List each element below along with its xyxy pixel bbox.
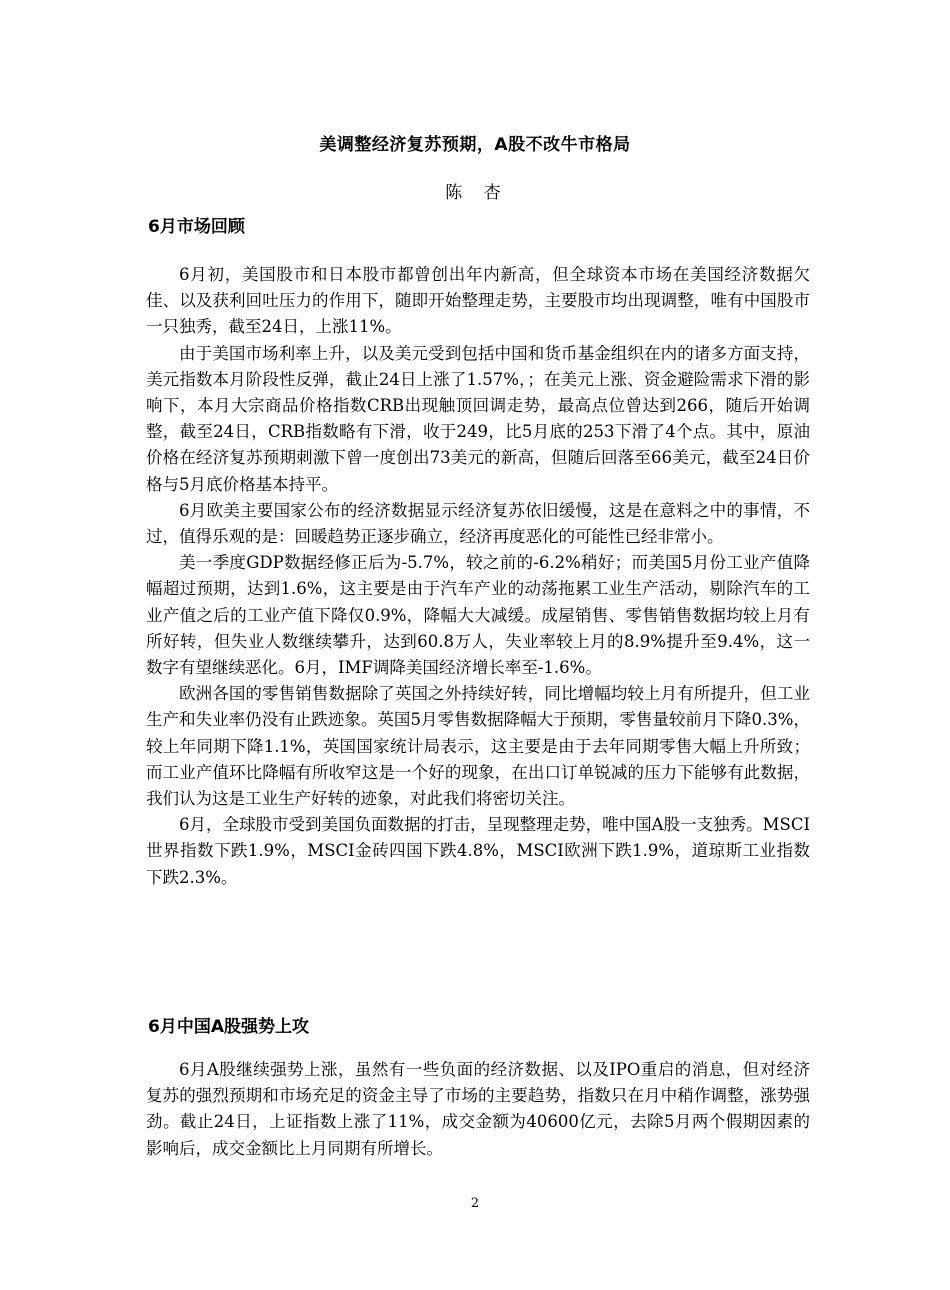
- paragraph: 由于美国市场利率上升，以及美元受到包括中国和货币基金组织在内的诸多方面支持，美元指数本月阶段性反弹，截止24日上涨了1.57%，；在美元上涨、资金避险需求下滑的影响下，本月大宗商品价格指数CRB出现触顶回调走势，最高点位曾达到266，随后开始调整，截至24日，CRB指数略有下滑，收于249，比5月底的253下滑了4个点。其中，原油价格在经济复苏预期刺激下曾一度创出73美元的新高，但随后回落至66美元，截至24日价格与5月底价格基本持平。: [146, 343, 810, 494]
- paragraph: 美一季度GDP数据经修正后为-5.7%，较之前的-6.2%稍好；而美国5月份工业产值降幅超过预期，达到1.6%，这主要是由于汽车产业的动荡拖累工业生产活动，剔除汽车的工业产值之后的工业产值下降仅0.9%，降幅大大减缓。成屋销售、零售销售数据均较上月有所好转，但失业人数继续攀升，达到60.8万人，失业率较上月的8.9%提升至9.4%，这一数字有望继续恶化。6月，IMF调降美国经济增长率至-1.6%。: [146, 553, 810, 678]
- section-heading-market-review: 6月市场回顾: [148, 217, 245, 237]
- paragraph: 欧洲各国的零售销售数据除了英国之外持续好转，同比增幅均较上月有所提升，但工业生产和失业率仍没有止跌迹象。英国5月零售数据降幅大于预期，零售量较前月下降0.3%，较上年同期下降1.1%，英国国家统计局表示，这主要是由于去年同期零售大幅上升所致；而工业产值环比降幅有所收窄这是一个好的现象，在出口订单锐减的压力下能够有此数据，我们认为这是工业生产好转的迹象，对此我们将密切关注。: [146, 684, 810, 809]
- paragraph: 6月A股继续强势上涨，虽然有一些负面的经济数据、以及IPO重启的消息，但对经济复苏的强烈预期和市场充足的资金主导了市场的主要趋势，指数只在月中稍作调整，涨势强劲。截止24日，上证指数上涨了11%，成交金额为40600亿元，去除5月两个假期因素的影响后，成交金额比上月同期有所增长。: [146, 1060, 810, 1158]
- section-heading-a-share: 6月中国A股强势上攻: [148, 1017, 309, 1037]
- paragraph: 6月欧美主要国家公布的经济数据显示经济复苏依旧缓慢，这是在意料之中的事情，不过，值得乐观的是：回暖趋势正逐步确立，经济再度恶化的可能性已经非常小。: [146, 500, 810, 547]
- section-body-market-review: [146, 262, 810, 891]
- document-author: 陈 杏: [445, 183, 509, 203]
- section-body-a-share: [146, 1057, 810, 1162]
- paragraph: 6月，全球股市受到美国负面数据的打击，呈现整理走势，唯中国A股一支独秀。MSCI世界指数下跌1.9%，MSCI金砖四国下跌4.8%，MSCI欧洲下跌1.9%，道琼斯工业指数下跌2.3%。: [146, 815, 810, 887]
- paragraph: 6月初，美国股市和日本股市都曾创出年内新高，但全球资本市场在美国经济数据欠佳、以及获利回吐压力的作用下，随即开始整理走势，主要股市均出现调整，唯有中国股市一只独秀，截至24日，上涨11%。: [146, 265, 810, 337]
- document-title: 美调整经济复苏预期，A股不改牛市格局: [319, 135, 631, 155]
- page-number: 2: [470, 1196, 480, 1211]
